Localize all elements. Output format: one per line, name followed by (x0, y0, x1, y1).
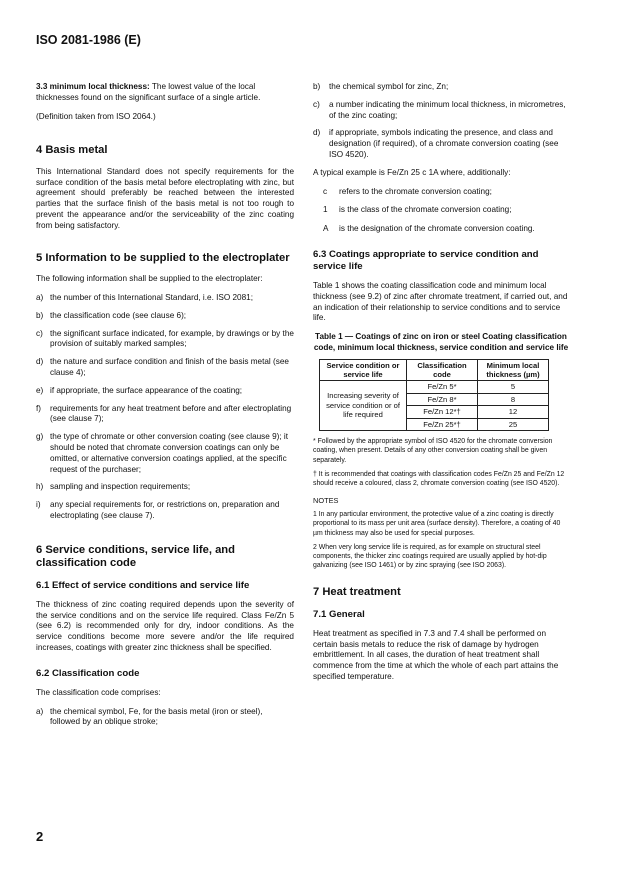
running-header: ISO 2081-1986 (E) (36, 33, 141, 47)
list-item: e) if appropriate, the surface appearance of the coating; (36, 385, 243, 395)
note-1: 1 In any particular environment, the protective value of a zinc coating is directly proportional to its mass per unit area (surface density). Therefore, a coating of 40 µm thickness may also be used for special purposes. (313, 511, 561, 537)
heading-basis-metal: 4 Basis metal (36, 144, 108, 157)
heading-heat-treatment: 7 Heat treatment (313, 586, 401, 599)
column-header: Service condition or service life (320, 360, 407, 381)
list-item: g) the type of chromate or other conversion coating (see clause 9); it should be noted that chromate conversion coatings can only be omitted, or alternative conversion coatings applied, at the specific request of the purchaser; (36, 432, 289, 474)
code-cell: Fe/Zn 12*† (407, 406, 478, 419)
heading-effect-service-conditions: 6.1 Effect of service conditions and service life (36, 579, 250, 591)
list-item: b) the chemical symbol for zinc, Zn; (313, 82, 449, 91)
definition-source: (Definition taken from ISO 2064.) (36, 111, 156, 121)
list-item: i) any special requirements for, or restrictions on, preparation and electroplating (see clause 7). (36, 500, 280, 520)
basis-metal-text: This International Standard does not specify requirements for the surface condition of the basis metal before electroplating with zinc, but agreement should preferably be reached between the interested parties that the surface finish of the basis metal is not too rough to prevent the appearance and/or the serviceability of the zinc coating from being satisfactory. (36, 166, 294, 230)
effect-service-conditions-text: The thickness of zinc coating required depends upon the severity of the service conditions and on the service life required. Class Fe/Zn 5 (see 6.2) is recommended only for dry, indoor conditions. As the service conditions become more severe and/or the life required increases, coatings with greater zinc thickness shall be specified. (36, 599, 294, 652)
column-header: Classification code (407, 360, 478, 381)
heading-coatings-appropriate: 6.3 Coatings appropriate to service condition and service life (313, 248, 539, 272)
code-explanation: A is the designation of the chromate conversion coating. (323, 224, 535, 234)
list-item: d) if appropriate, symbols indicating the presence, and class and designation (if required), of a chromate conversion coating (see ISO 4520). (313, 128, 559, 159)
list-item: f) requirements for any heat treatment before and after electroplating (see clause 7); (36, 403, 292, 424)
list-item: c) a number indicating the minimum local thickness, in micrometres, of the zinc coating; (313, 99, 566, 120)
table-footnote-star: * Followed by the appropriate symbol of ISO 4520 for the chromate conversion coating, when present. Details of any other conversion coating shall be given separately. (313, 438, 553, 464)
thickness-cell: 12 (478, 406, 549, 419)
coating-classification-table (319, 359, 549, 431)
general-text: Heat treatment as specified in 7.3 and 7.4 shall be performed on certain basis metals to reduce the risk of damage by hydrogen embrittlement. In all cases, the duration of heat treatment shall commence from the time at which the whole of each part attains the specified temperature. (313, 628, 559, 682)
clause-3-3 (36, 82, 294, 104)
list-item: a) the number of this International Standard, i.e. ISO 2081; (36, 292, 253, 302)
coatings-appropriate-text: Table 1 shows the coating classification code and minimum local thickness (see 9.2) of zinc after chromate treatment, if carried out, and an indication of their relationship to service conditions and to service life. (313, 280, 568, 323)
code-cell: Fe/Zn 5* (407, 381, 478, 394)
information-intro: The following information shall be supplied to the electroplater: (36, 274, 263, 284)
heading-service-conditions: 6 Service conditions, service life, and classification code (36, 543, 235, 570)
clause-3-3-text: The lowest value of the local thicknesses found on the significant surface of a single article. (36, 82, 261, 102)
service-condition-cell: Increasing severity of service condition or of life required (320, 381, 407, 431)
code-explanation: 1 is the class of the chromate conversion coating; (323, 205, 512, 215)
classification-code-intro: The classification code comprises: (36, 687, 161, 697)
table-footnote-dagger: † It is recommended that coatings with classification codes Fe/Zn 25 and Fe/Zn 12 should receive a coloured, class 2, chromate conversion coating (see ISO 4520). (313, 470, 565, 487)
typical-example: A typical example is Fe/Zn 25 c 1A where, additionally: (313, 167, 511, 177)
heading-general: 7.1 General (313, 608, 365, 620)
thickness-cell: 8 (478, 393, 549, 406)
table-header-row (320, 360, 549, 381)
note-2: 2 When very long service life is required, as for example on structural steel components, the thicker zinc coatings required are usually applied by hot-dip galvanizing (see ISO 1461) or by zinc spraying (see ISO 2063). (313, 543, 547, 570)
table-row (320, 381, 549, 394)
list-item: h) sampling and inspection requirements; (36, 482, 191, 492)
table-title: Table 1 — Coatings of zinc on iron or steel Coating classification code, minimum local thickness, service condition and service life (313, 332, 569, 352)
heading-information-supplied: 5 Information to be supplied to the electroplater (36, 251, 290, 264)
column-header: Minimum local thickness (µm) (478, 360, 549, 381)
page-number: 2 (36, 829, 44, 844)
term-minimum-local-thickness: 3.3 minimum local thickness: (36, 82, 150, 91)
thickness-cell: 5 (478, 381, 549, 394)
list-item: c) the significant surface indicated, for example, by drawings or by the provision of suitably marked samples; (36, 328, 294, 349)
code-cell: Fe/Zn 8* (407, 393, 478, 406)
list-item: a) the chemical symbol, Fe, for the basis metal (iron or steel), followed by an oblique stroke; (36, 706, 263, 727)
notes-heading: NOTES (313, 496, 339, 506)
left-column (36, 82, 294, 735)
code-explanation: c refers to the chromate conversion coating; (323, 186, 492, 196)
thickness-cell: 25 (478, 418, 549, 431)
code-cell: Fe/Zn 25*† (407, 418, 478, 431)
heading-classification-code: 6.2 Classification code (36, 667, 140, 679)
list-item: b) the classification code (see clause 6); (36, 310, 187, 320)
right-column (313, 82, 569, 691)
list-item: d) the nature and surface condition and finish of the basis metal (see clause 4); (36, 357, 289, 377)
